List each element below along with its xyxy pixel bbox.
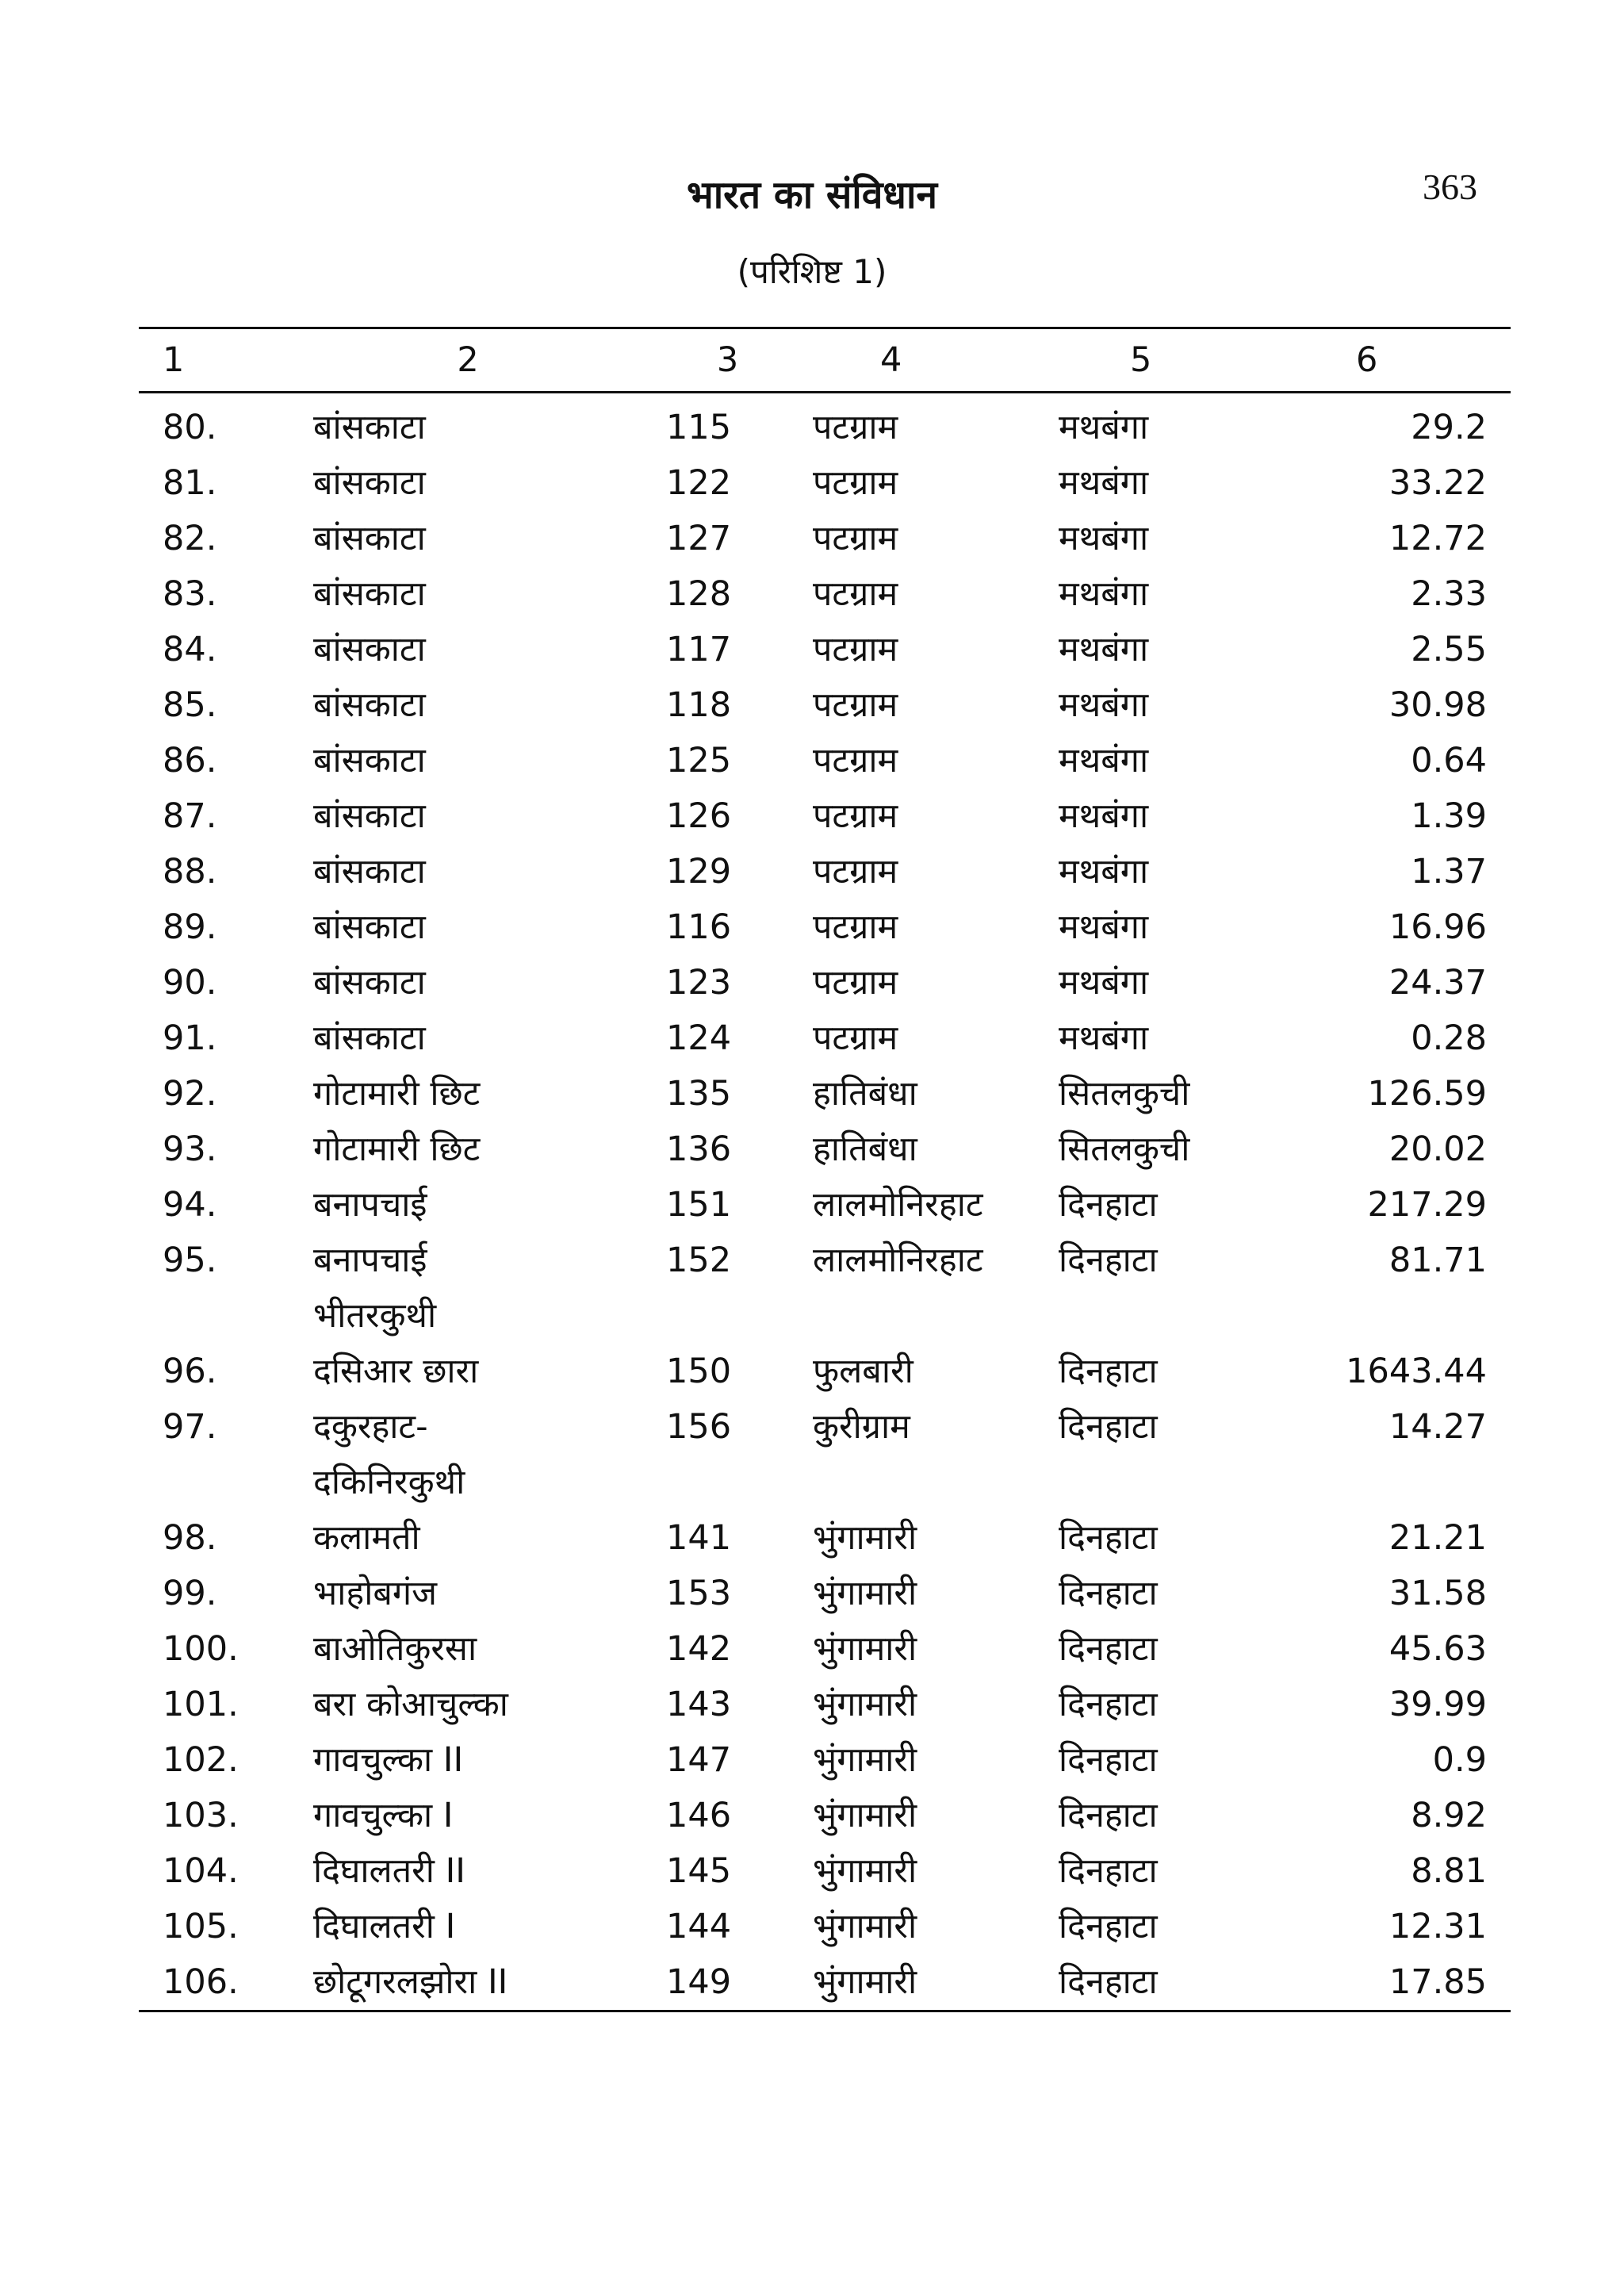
enclave-name-cell: [285, 844, 650, 899]
table-header: [139, 328, 1511, 393]
enclave-code-cell: 142: [666, 1629, 732, 1669]
area-cell: 0.64: [1411, 741, 1487, 780]
enclave-name-line-2: भीतरकुथी: [313, 1296, 437, 1336]
area-cell: 0.9: [1432, 1740, 1487, 1780]
enclave-code-cell: 152: [666, 1241, 732, 1280]
enclave-code-cell: 117: [666, 630, 732, 669]
enclave-name-line: गावचुल्का I: [313, 1796, 454, 1835]
enclave-name-line: दकुरहाट-: [313, 1407, 428, 1447]
enclave-name-cell: [285, 1122, 650, 1177]
enclave-name-cell: [285, 1788, 650, 1843]
table-row: [139, 1122, 1511, 1177]
enclave-code-cell: 146: [666, 1796, 732, 1835]
enclave-name-cell: [285, 733, 650, 788]
enclave-code-cell: 125: [666, 741, 732, 780]
enclave-name-cell: [285, 1677, 650, 1732]
police-station-cell: सितलकुची: [1059, 1129, 1190, 1169]
thana-cell: पटग्राम: [813, 796, 898, 836]
police-station-cell: दिनहाटा: [1059, 1407, 1158, 1447]
police-station-cell: दिनहाटा: [1051, 1954, 1312, 2011]
table-body: [139, 393, 1511, 2011]
table-row: [139, 1233, 1511, 1344]
area-cell: 126.59: [1367, 1074, 1487, 1114]
serial-number-cell: 100.: [163, 1629, 239, 1669]
enclave-name-cell: [285, 511, 650, 566]
area-cell: 31.58: [1388, 1574, 1487, 1613]
police-station-cell: दिनहाटा: [1059, 1685, 1158, 1724]
enclave-code-cell: 141: [666, 1518, 732, 1558]
column-header-6: 6: [1312, 328, 1511, 393]
police-station-cell: दिनहाटा: [1059, 1907, 1158, 1946]
enclave-name-line: गावचुल्का II: [313, 1740, 464, 1780]
enclave-name-cell: [285, 393, 650, 456]
police-station-cell: दिनहाटा: [1059, 1185, 1158, 1225]
table-row: [139, 1899, 1511, 1954]
thana-cell: पटग्राम: [813, 741, 898, 780]
thana-cell: पटग्राम: [813, 408, 898, 447]
police-station-cell: मथबंगा: [1059, 796, 1149, 836]
thana-cell: पटग्राम: [813, 630, 898, 669]
table-row: [139, 455, 1511, 511]
enclave-name-cell: [285, 622, 650, 677]
table-row: [139, 393, 1511, 456]
table-row: [139, 1344, 1511, 1399]
area-cell: 24.37: [1388, 963, 1487, 1003]
enclave-code-cell: 118: [666, 685, 732, 725]
enclave-code-cell: 127: [666, 519, 732, 558]
thana-cell: पटग्राम: [813, 519, 898, 558]
table-row: [139, 1399, 1511, 1510]
thana-cell: भुंगामारी: [813, 1574, 917, 1613]
thana-cell: पटग्राम: [813, 963, 898, 1003]
serial-number-cell: 103.: [163, 1796, 239, 1835]
enclave-name-cell: [285, 1010, 650, 1066]
area-cell: 30.98: [1388, 685, 1487, 725]
enclave-name-line: बांसकाटा: [313, 463, 426, 503]
police-station-cell: मथबंगा: [1059, 963, 1149, 1003]
area-cell: 0.28: [1411, 1018, 1487, 1058]
thana-cell: भुंगामारी: [813, 1685, 917, 1724]
table-row: [139, 1621, 1511, 1677]
serial-number-cell: 105.: [163, 1907, 239, 1946]
enclave-code-cell: 122: [666, 463, 732, 503]
table-row: [139, 1510, 1511, 1566]
enclave-name-cell: [285, 1566, 650, 1621]
table-row: [139, 844, 1511, 899]
enclave-name-cell: [285, 1066, 650, 1122]
police-station-cell: मथबंगा: [1059, 685, 1149, 725]
thana-cell: भुंगामारी: [813, 1518, 917, 1558]
enclave-name-line-2: दकिनिरकुथी: [313, 1463, 465, 1502]
enclave-name-cell: [285, 455, 650, 511]
police-station-cell: दिनहाटा: [1059, 1629, 1158, 1669]
column-header-4: 4: [805, 328, 1051, 393]
enclave-name-line: कलामती: [313, 1518, 420, 1558]
serial-number-cell: 101.: [163, 1685, 239, 1724]
thana-cell: पटग्राम: [813, 685, 898, 725]
serial-number-cell: 94.: [163, 1185, 217, 1225]
enclave-name-cell: [285, 1954, 650, 2011]
serial-number-cell: 83.: [163, 574, 217, 614]
enclave-name-line: बाओतिकुरसा: [313, 1629, 477, 1669]
enclave-name-cell: [285, 1899, 650, 1954]
thana-cell: भुंगामारी: [813, 1907, 917, 1946]
enclave-name-line: दिघालतरी I: [313, 1907, 456, 1946]
table-row: [139, 1566, 1511, 1621]
enclave-name-line: गोटामारी छिट: [313, 1074, 481, 1114]
enclave-table: [139, 327, 1511, 2012]
area-cell: 39.99: [1388, 1685, 1487, 1724]
enclave-code-cell: 115: [666, 408, 732, 447]
enclave-name-line: बांसकाटा: [313, 1018, 426, 1058]
enclave-code-cell: 149: [650, 1954, 805, 2011]
serial-number-cell: 89.: [163, 907, 217, 947]
serial-number-cell: 82.: [163, 519, 217, 558]
table-row: [139, 1954, 1511, 2011]
area-cell: 8.81: [1411, 1851, 1487, 1891]
enclave-name-line: बांसकाटा: [313, 852, 426, 892]
enclave-code-cell: 136: [666, 1129, 732, 1169]
enclave-code-cell: 153: [666, 1574, 732, 1613]
serial-number-cell: 92.: [163, 1074, 217, 1114]
enclave-name-cell: [285, 1344, 650, 1399]
enclave-name-line: गोटामारी छिट: [313, 1129, 481, 1169]
police-station-cell: मथबंगा: [1059, 630, 1149, 669]
enclave-name-line: बनापचाई: [313, 1241, 427, 1280]
enclave-code-cell: 123: [666, 963, 732, 1003]
enclave-name-cell: [285, 899, 650, 955]
enclave-code-cell: 156: [666, 1407, 732, 1447]
police-station-cell: दिनहाटा: [1059, 1241, 1158, 1280]
table-row: [139, 1788, 1511, 1843]
page-title: भारत का संविधान: [686, 173, 938, 217]
enclave-code-cell: 145: [666, 1851, 732, 1891]
enclave-name-line: बांसकाटा: [313, 796, 426, 836]
enclave-name-cell: [285, 1233, 650, 1344]
serial-number-cell: 97.: [163, 1407, 217, 1447]
thana-cell: फुलबारी: [813, 1352, 914, 1391]
enclave-name-line: बांसकाटा: [313, 963, 426, 1003]
thana-cell: कुरीग्राम: [813, 1407, 910, 1447]
thana-cell: हातिबंधा: [813, 1129, 917, 1169]
serial-number-cell: 80.: [163, 408, 217, 447]
table-row: [139, 677, 1511, 733]
enclave-name-cell: [285, 1732, 650, 1788]
area-cell: 12.72: [1388, 519, 1487, 558]
enclave-name-cell: [285, 1177, 650, 1233]
enclave-name-line: दिघालतरी II: [313, 1851, 465, 1891]
thana-cell: भुंगामारी: [813, 1629, 917, 1669]
table-header-row: [139, 328, 1511, 393]
enclave-name-cell: [285, 1843, 650, 1899]
thana-cell: पटग्राम: [813, 574, 898, 614]
thana-cell: पटग्राम: [813, 463, 898, 503]
enclave-table-container: [139, 327, 1511, 2012]
enclave-name-line: बांसकाटा: [313, 574, 426, 614]
thana-cell: हातिबंधा: [813, 1074, 917, 1114]
police-station-cell: दिनहाटा: [1059, 1352, 1158, 1391]
serial-number-cell: 99.: [163, 1574, 217, 1613]
police-station-cell: दिनहाटा: [1059, 1796, 1158, 1835]
enclave-code-cell: 116: [666, 907, 732, 947]
serial-number-cell: 102.: [163, 1740, 239, 1780]
enclave-code-cell: 144: [666, 1907, 732, 1946]
enclave-code-cell: 129: [666, 852, 732, 892]
serial-number-cell: 90.: [163, 963, 217, 1003]
police-station-cell: सितलकुची: [1059, 1074, 1190, 1114]
enclave-code-cell: 126: [666, 796, 732, 836]
enclave-code-cell: 128: [666, 574, 732, 614]
enclave-name-line: भाहोबगंज: [313, 1574, 438, 1613]
enclave-name-cell: [285, 1621, 650, 1677]
enclave-name-line: बांसकाटा: [313, 685, 426, 725]
page-subtitle: (परिशिष्ट 1): [737, 252, 887, 291]
enclave-name-cell: [285, 1510, 650, 1566]
thana-cell: पटग्राम: [813, 1018, 898, 1058]
table-row: [139, 1177, 1511, 1233]
area-cell: 2.33: [1411, 574, 1487, 614]
police-station-cell: मथबंगा: [1059, 574, 1149, 614]
area-cell: 17.85: [1312, 1954, 1511, 2011]
enclave-code-cell: 150: [666, 1352, 732, 1391]
thana-cell: पटग्राम: [813, 852, 898, 892]
serial-number-cell: 85.: [163, 685, 217, 725]
police-station-cell: मथबंगा: [1059, 408, 1149, 447]
enclave-name-cell: [285, 1399, 650, 1510]
thana-cell: भुंगामारी: [813, 1740, 917, 1780]
police-station-cell: दिनहाटा: [1059, 1851, 1158, 1891]
column-header-5: 5: [1051, 328, 1312, 393]
serial-number-cell: 81.: [163, 463, 217, 503]
table-row: [139, 511, 1511, 566]
enclave-code-cell: 143: [666, 1685, 732, 1724]
area-cell: 217.29: [1367, 1185, 1487, 1225]
enclave-name-line: बांसकाटा: [313, 408, 426, 447]
enclave-name-line: दसिआर छारा: [313, 1352, 479, 1391]
enclave-name-cell: [285, 955, 650, 1010]
table-row: [139, 1732, 1511, 1788]
table-row: [139, 622, 1511, 677]
police-station-cell: मथबंगा: [1059, 519, 1149, 558]
area-cell: 20.02: [1388, 1129, 1487, 1169]
thana-cell: भुंगामारी: [813, 1851, 917, 1891]
column-header-1: 1: [139, 328, 285, 393]
page-number: 363: [1423, 167, 1477, 207]
area-cell: 29.2: [1411, 408, 1487, 447]
table-row: [139, 1066, 1511, 1122]
table-row: [139, 1843, 1511, 1899]
police-station-cell: मथबंगा: [1059, 852, 1149, 892]
enclave-name-cell: [285, 677, 650, 733]
table-row: [139, 1677, 1511, 1732]
serial-number-cell: 87.: [163, 796, 217, 836]
enclave-code-cell: 124: [666, 1018, 732, 1058]
serial-number-cell: 98.: [163, 1518, 217, 1558]
police-station-cell: दिनहाटा: [1059, 1574, 1158, 1613]
serial-number-cell: 93.: [163, 1129, 217, 1169]
thana-cell: भुंगामारी: [805, 1954, 1051, 2011]
police-station-cell: मथबंगा: [1059, 1018, 1149, 1058]
area-cell: 16.96: [1388, 907, 1487, 947]
serial-number-cell: 95.: [163, 1241, 217, 1280]
enclave-name-line: बनापचाई: [313, 1185, 427, 1225]
thana-cell: लालमोनिरहाट: [813, 1241, 983, 1280]
enclave-code-cell: 147: [666, 1740, 732, 1780]
column-header-2: 2: [285, 328, 650, 393]
enclave-name-line: छोटूगरलझोरा II: [313, 1962, 508, 2002]
area-cell: 2.55: [1411, 630, 1487, 669]
enclave-name-cell: [285, 566, 650, 622]
area-cell: 21.21: [1388, 1518, 1487, 1558]
area-cell: 1643.44: [1346, 1352, 1487, 1391]
serial-number-cell: 84.: [163, 630, 217, 669]
thana-cell: लालमोनिरहाट: [813, 1185, 983, 1225]
police-station-cell: दिनहाटा: [1059, 1740, 1158, 1780]
serial-number-cell: 86.: [163, 741, 217, 780]
enclave-code-cell: 135: [666, 1074, 732, 1114]
area-cell: 45.63: [1388, 1629, 1487, 1669]
serial-number-cell: 96.: [163, 1352, 217, 1391]
thana-cell: पटग्राम: [813, 907, 898, 947]
police-station-cell: मथबंगा: [1059, 741, 1149, 780]
serial-number-cell: 106.: [139, 1954, 285, 2011]
table-row: [139, 1010, 1511, 1066]
table-row: [139, 733, 1511, 788]
area-cell: 1.39: [1411, 796, 1487, 836]
enclave-name-line: बांसकाटा: [313, 519, 426, 558]
area-cell: 8.92: [1411, 1796, 1487, 1835]
table-row: [139, 566, 1511, 622]
area-cell: 81.71: [1388, 1241, 1487, 1280]
thana-cell: भुंगामारी: [813, 1796, 917, 1835]
enclave-name-line: बांसकाटा: [313, 630, 426, 669]
police-station-cell: मथबंगा: [1059, 907, 1149, 947]
enclave-name-cell: [285, 788, 650, 844]
police-station-cell: मथबंगा: [1059, 463, 1149, 503]
enclave-code-cell: 151: [666, 1185, 732, 1225]
area-cell: 33.22: [1388, 463, 1487, 503]
serial-number-cell: 104.: [163, 1851, 239, 1891]
serial-number-cell: 91.: [163, 1018, 217, 1058]
area-cell: 12.31: [1388, 1907, 1487, 1946]
enclave-name-line: बांसकाटा: [313, 907, 426, 947]
table-row: [139, 955, 1511, 1010]
area-cell: 14.27: [1388, 1407, 1487, 1447]
table-row: [139, 899, 1511, 955]
column-header-3: 3: [650, 328, 805, 393]
enclave-name-line: बांसकाटा: [313, 741, 426, 780]
area-cell: 1.37: [1411, 852, 1487, 892]
enclave-name-line: बरा कोआचुल्का: [313, 1685, 508, 1724]
table-row: [139, 788, 1511, 844]
police-station-cell: दिनहाटा: [1059, 1518, 1158, 1558]
serial-number-cell: 88.: [163, 852, 217, 892]
